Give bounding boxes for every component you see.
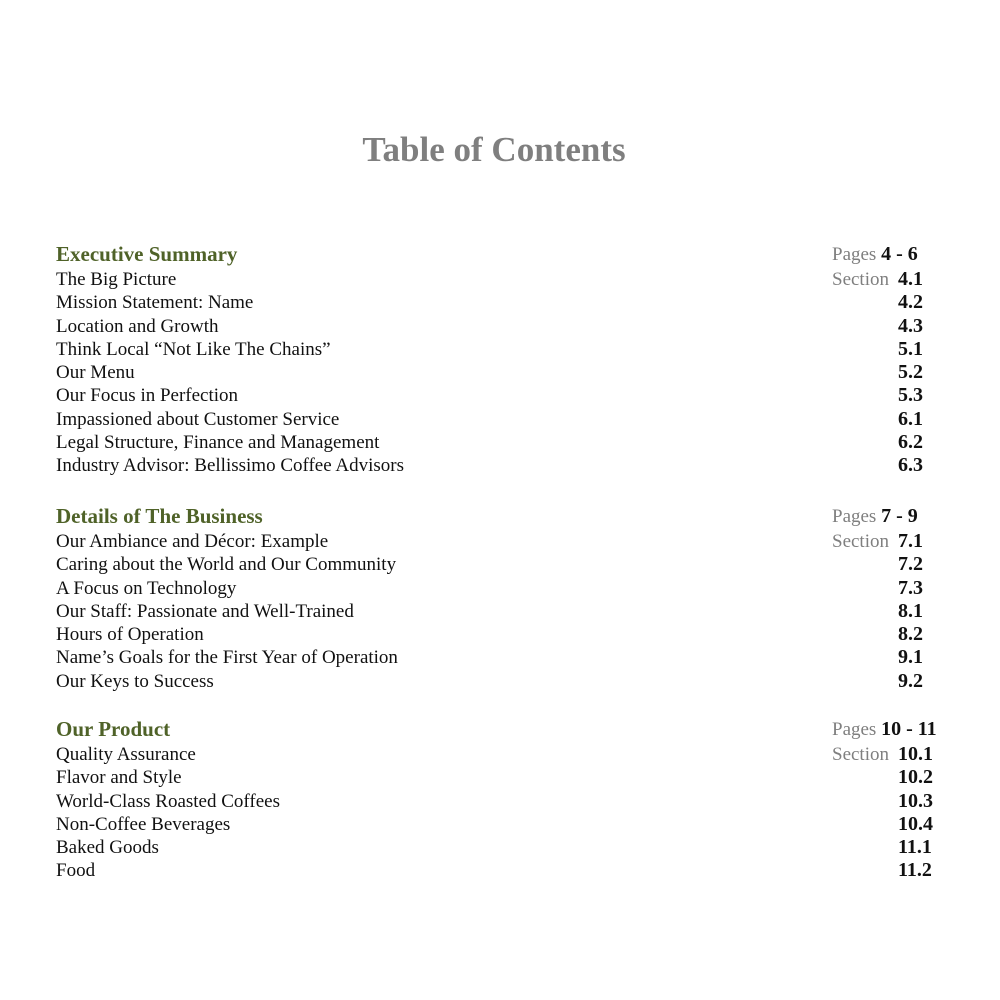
toc-entry[interactable] bbox=[56, 338, 956, 361]
entry-label: World-Class Roasted Coffees bbox=[56, 790, 280, 812]
page-range bbox=[832, 502, 918, 531]
section-number: 6.3 bbox=[898, 454, 923, 477]
page-range-value: 7 - 9 bbox=[881, 505, 918, 527]
section-number: 9.1 bbox=[898, 646, 923, 669]
page-range bbox=[832, 240, 918, 269]
entry-label: Our Staff: Passionate and Well-Trained bbox=[56, 600, 354, 622]
toc-entry[interactable] bbox=[56, 408, 956, 431]
section-heading: Our Product bbox=[56, 717, 171, 741]
toc-entry[interactable] bbox=[56, 291, 956, 314]
toc-entry[interactable] bbox=[56, 623, 956, 646]
toc-section bbox=[56, 502, 956, 693]
entry-label: Think Local “Not Like The Chains” bbox=[56, 338, 331, 360]
page-range-value: 10 - 11 bbox=[881, 718, 937, 740]
section-heading-row[interactable] bbox=[56, 715, 956, 743]
section-number: 4.2 bbox=[898, 291, 923, 314]
pages-label: Pages bbox=[832, 506, 877, 527]
toc-entry[interactable] bbox=[56, 361, 956, 384]
toc-entry[interactable] bbox=[56, 743, 956, 766]
toc-entry[interactable] bbox=[56, 600, 956, 623]
entry-label: Hours of Operation bbox=[56, 624, 204, 646]
entry-label: Our Menu bbox=[56, 362, 135, 384]
section-number: 4.1 bbox=[898, 268, 923, 290]
entry-label: Our Keys to Success bbox=[56, 670, 214, 692]
section-number: 7.1 bbox=[898, 530, 923, 552]
section-label: Section bbox=[832, 269, 889, 290]
toc-entry[interactable] bbox=[56, 268, 956, 291]
section-number: 5.3 bbox=[898, 384, 923, 407]
section-number: 9.2 bbox=[898, 669, 923, 692]
entry-label: Impassioned about Customer Service bbox=[56, 408, 340, 430]
entry-label: Caring about the World and Our Community bbox=[56, 554, 397, 576]
section-number: 10.2 bbox=[898, 766, 933, 789]
toc-entry[interactable] bbox=[56, 454, 956, 477]
toc-entry[interactable] bbox=[56, 836, 956, 859]
pages-label: Pages bbox=[832, 719, 877, 740]
section-number: 10.3 bbox=[898, 789, 933, 812]
entry-label: Baked Goods bbox=[56, 837, 159, 859]
pages-label: Pages bbox=[832, 244, 877, 265]
page-range bbox=[832, 715, 937, 744]
section-number: 11.2 bbox=[898, 859, 932, 882]
entry-label: Non-Coffee Beverages bbox=[56, 813, 231, 835]
section-number: 7.2 bbox=[898, 553, 923, 576]
toc-section bbox=[56, 240, 956, 478]
section-number: 8.2 bbox=[898, 623, 923, 646]
section-number: 6.1 bbox=[898, 407, 923, 430]
entry-label: The Big Picture bbox=[56, 269, 177, 290]
toc-entry[interactable] bbox=[56, 577, 956, 600]
section-number: 7.3 bbox=[898, 576, 923, 599]
toc-entry[interactable] bbox=[56, 553, 956, 576]
section-number: 5.2 bbox=[898, 361, 923, 384]
toc-entry[interactable] bbox=[56, 384, 956, 407]
toc-entry[interactable] bbox=[56, 431, 956, 454]
toc-entry[interactable] bbox=[56, 646, 956, 669]
section-number: 6.2 bbox=[898, 431, 923, 454]
toc-entry[interactable] bbox=[56, 790, 956, 813]
toc-entry[interactable] bbox=[56, 859, 956, 882]
section-label: Section bbox=[832, 531, 889, 552]
section-number: 10.1 bbox=[898, 743, 933, 765]
section-number: 10.4 bbox=[898, 812, 933, 835]
section-heading: Details of The Business bbox=[56, 504, 263, 528]
toc-entry[interactable] bbox=[56, 670, 956, 693]
section-number: 11.1 bbox=[898, 836, 932, 859]
entry-label: A Focus on Technology bbox=[56, 577, 237, 599]
entry-label: Legal Structure, Finance and Management bbox=[56, 432, 380, 454]
entry-label: Name’s Goals for the First Year of Operation bbox=[56, 647, 398, 669]
entry-label: Location and Growth bbox=[56, 315, 219, 337]
page-range-value: 4 - 6 bbox=[881, 243, 918, 265]
toc-entry[interactable] bbox=[56, 813, 956, 836]
page-title: Table of Contents bbox=[362, 130, 626, 169]
entry-label: Industry Advisor: Bellissimo Coffee Advisors bbox=[56, 455, 404, 477]
toc-entry[interactable] bbox=[56, 766, 956, 789]
entry-label: Mission Statement: Name bbox=[56, 292, 254, 314]
entry-label: Our Ambiance and Décor: Example bbox=[56, 531, 329, 552]
section-number: 8.1 bbox=[898, 599, 923, 622]
section-number: 4.3 bbox=[898, 314, 923, 337]
entry-label: Flavor and Style bbox=[56, 767, 182, 789]
section-label: Section bbox=[832, 744, 889, 765]
toc-entry[interactable] bbox=[56, 315, 956, 338]
entry-label: Our Focus in Perfection bbox=[56, 385, 239, 407]
section-heading-row[interactable] bbox=[56, 240, 956, 268]
entry-label: Quality Assurance bbox=[56, 744, 196, 765]
section-number: 5.1 bbox=[898, 337, 923, 360]
section-heading: Executive Summary bbox=[56, 242, 238, 266]
entry-label: Food bbox=[56, 860, 96, 882]
toc-section bbox=[56, 715, 956, 883]
section-heading-row[interactable] bbox=[56, 502, 956, 530]
toc-entry[interactable] bbox=[56, 530, 956, 553]
